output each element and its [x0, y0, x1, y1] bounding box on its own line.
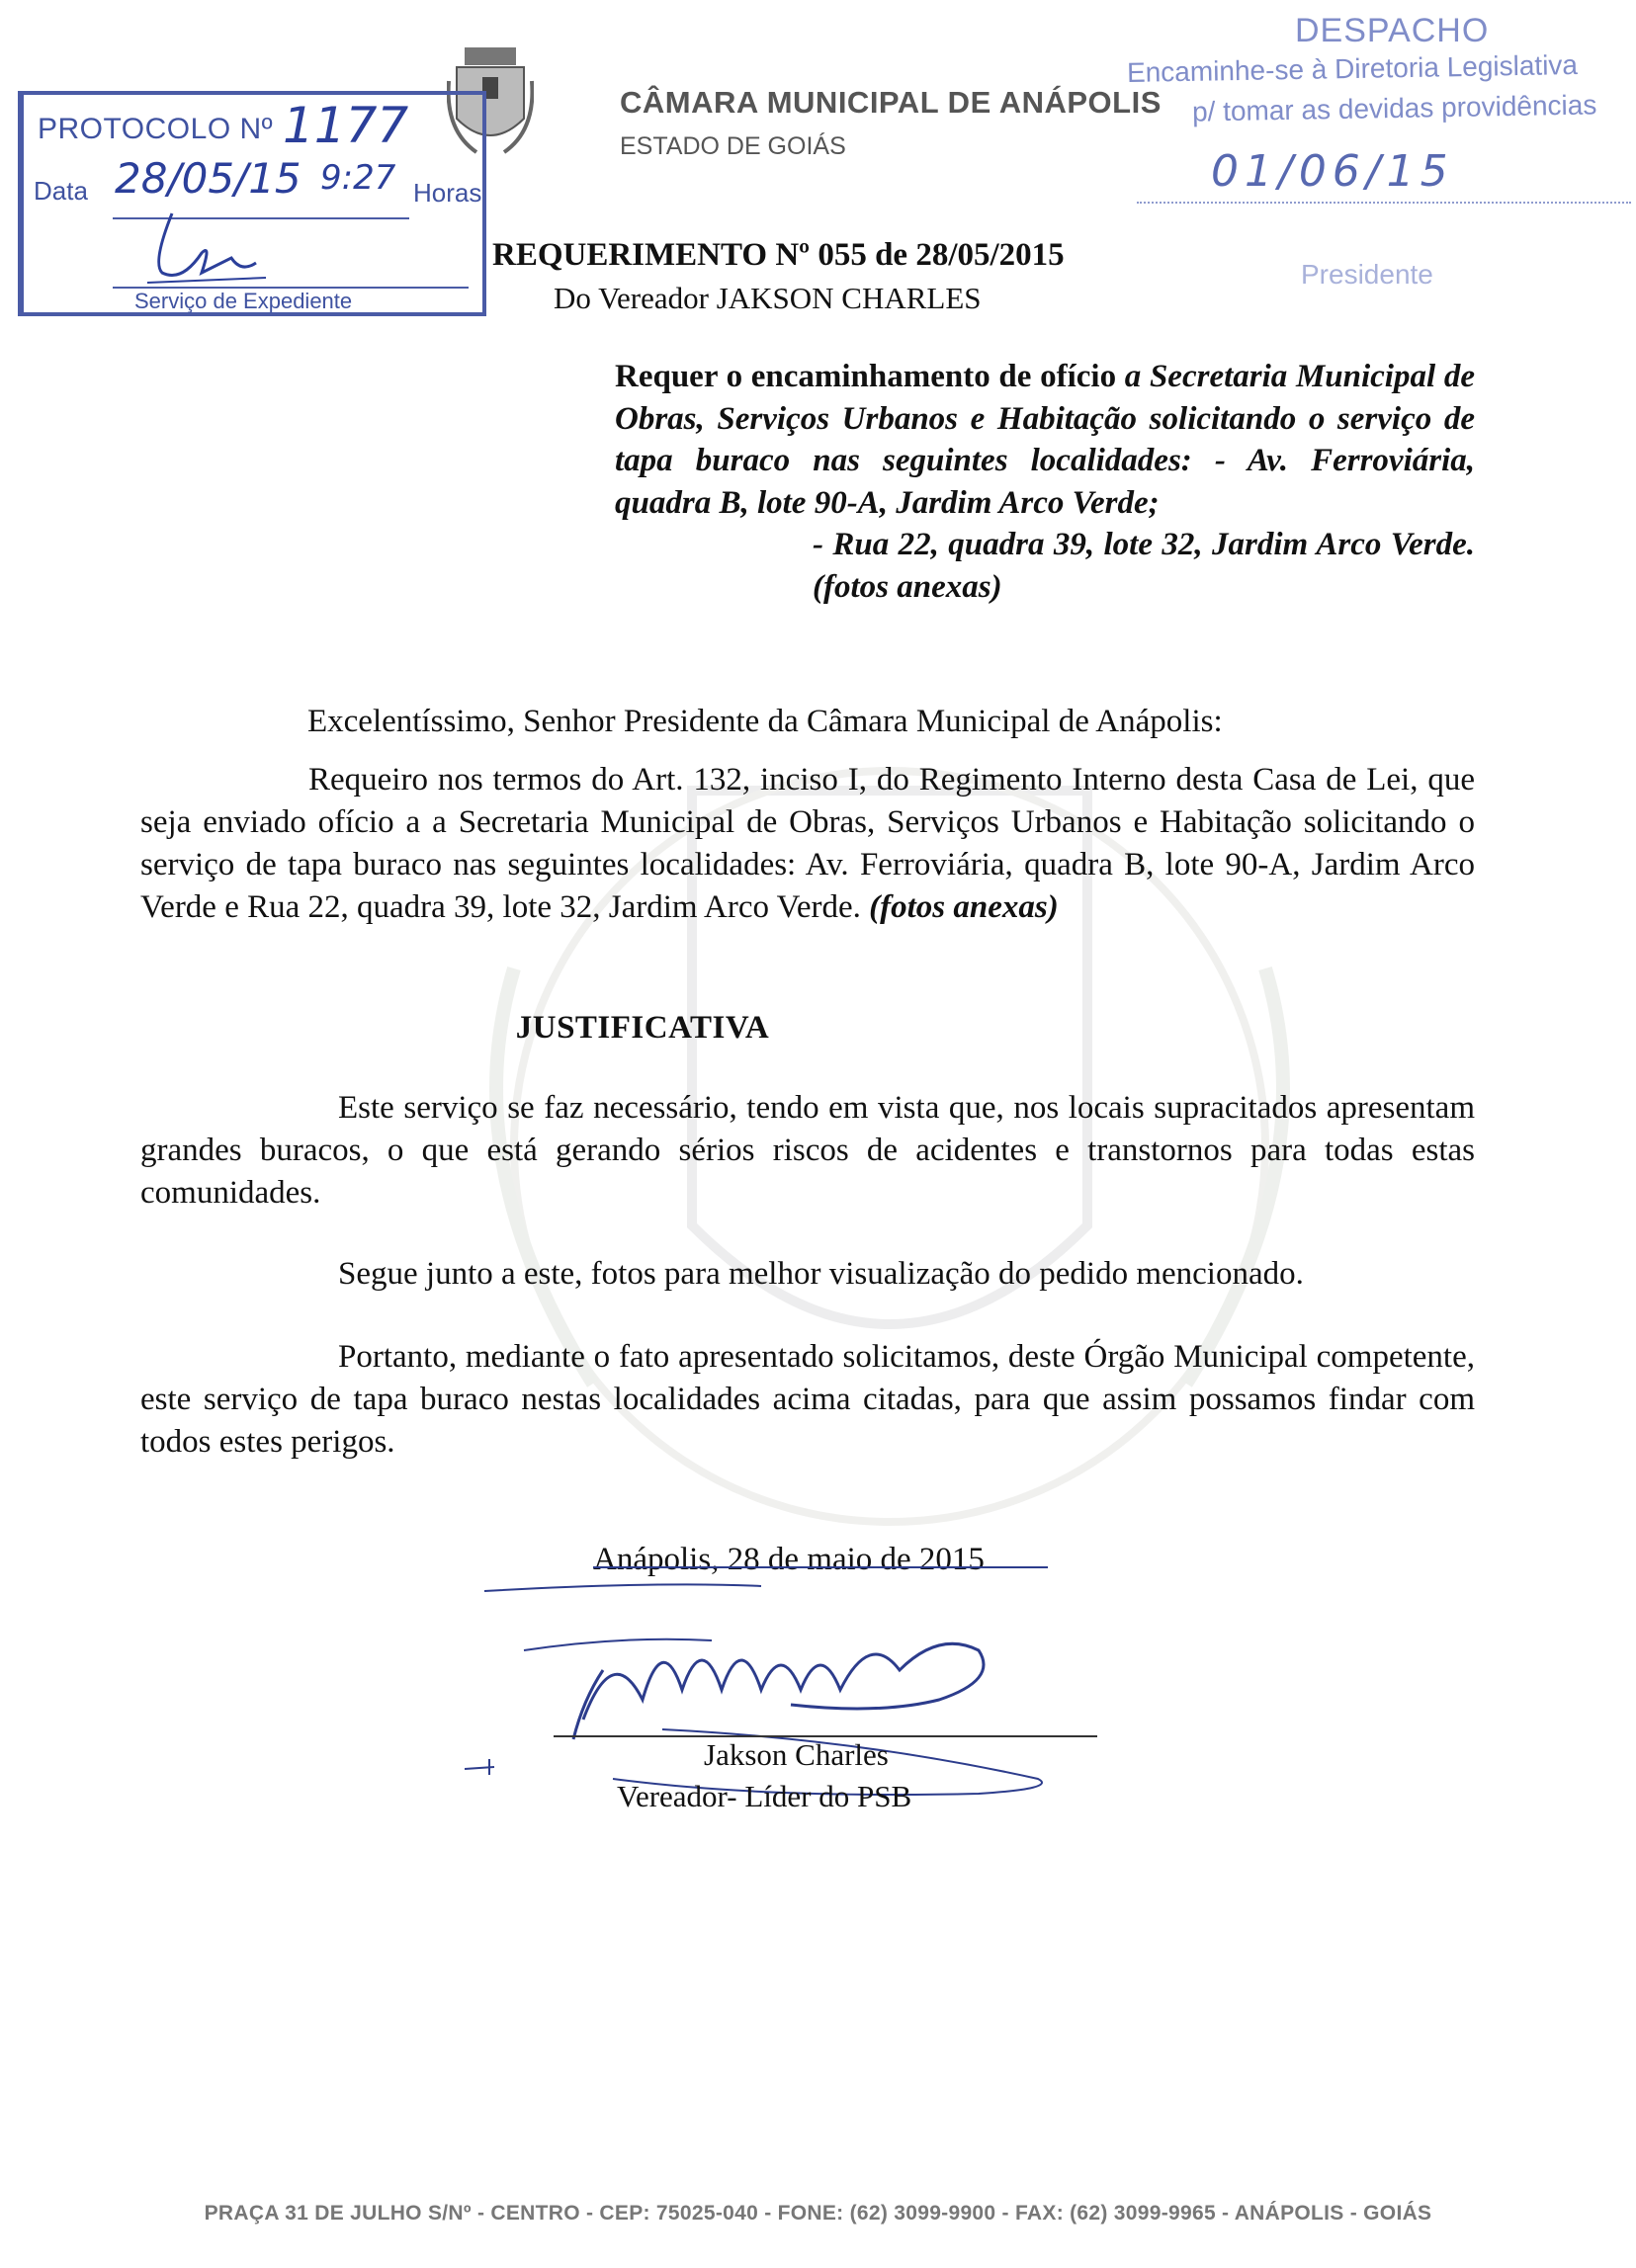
despacho-signature-line: [1137, 202, 1631, 204]
summary-plain: Requer o encaminhamento de ofício: [615, 359, 1125, 394]
signer-role: Vereador- Líder do PSB: [617, 1779, 912, 1813]
despacho-date: 01/06/15: [1211, 146, 1454, 197]
protocol-label: PROTOCOLO Nº: [38, 113, 274, 145]
despacho-line2: p/ tomar as devidas providências: [1191, 89, 1597, 127]
protocol-stamp: [18, 91, 486, 316]
document-heading: REQUERIMENTO Nº 055 de 28/05/2015: [492, 237, 1065, 273]
protocol-signature-label: Serviço de Expediente: [134, 289, 353, 313]
summary-line2: - Rua 22, quadra 39, lote 32, Jardim Arco Verde. (fotos anexas): [813, 527, 1475, 605]
despacho-line1: Encaminhe-se à Diretoria Legislativa: [1126, 49, 1579, 88]
protocol-signature: [142, 204, 271, 293]
justification-title: JUSTIFICATIVA: [515, 1010, 770, 1046]
despacho-signature-label: Presidente: [1301, 259, 1433, 290]
protocol-hours-label: Horas: [413, 178, 482, 208]
paragraph-request-text: Requeiro nos termos do Art. 132, inciso I, do Regimento Interno desta Casa de Lei, que seja enviado ofício a a Secretaria Municipal de Obras, Serviços Urbanos e Habitação solicitando o serviço de tapa buraco nas seguintes localidades: Av. Ferroviária, quadra B, lote 90-A, Jardim Arco Verde e Rua 22, quadra 39, lote 32, Jardim Arco Verde.: [140, 762, 1475, 925]
signer-name: Jakson Charles: [704, 1737, 889, 1772]
despacho-title: DESPACHO: [1295, 12, 1490, 49]
paragraph-request-tail: (fotos anexas): [869, 889, 1059, 925]
paragraph-photos: Segue junto a este, fotos para melhor visualização do pedido mencionado.: [338, 1256, 1304, 1292]
salutation: Excelentíssimo, Senhor Presidente da Câmara Municipal de Anápolis:: [307, 704, 1223, 739]
footer-address: PRAÇA 31 DE JULHO S/Nº - CENTRO - CEP: 75025-040 - FONE: (62) 3099-9900 - FAX: (62) 3099-9965 - ANÁPOLIS - GOIÁS: [204, 2202, 1432, 2225]
protocol-date-value: 28/05/15: [115, 154, 301, 203]
paragraph-conclusion: Portanto, mediante o fato apresentado solicitamos, deste Órgão Municipal competente, este serviço de tapa buraco nestas localidades acima citadas, para que assim possamos findar com todos estes perigos.: [140, 1339, 1475, 1460]
paragraph-justification: Este serviço se faz necessário, tendo em vista que, nos locais supracitados apresentam grandes buracos, o que está gerando sérios riscos de acidentes e transtornos para todas estas comunidades.: [140, 1090, 1475, 1211]
protocol-time-value: 9:27: [320, 158, 396, 198]
header-title: CÂMARA MUNICIPAL DE ANÁPOLIS: [620, 85, 1162, 120]
despacho-stamp: [1097, 8, 1636, 294]
document-summary: [615, 356, 1475, 608]
header-subtitle: ESTADO DE GOIÁS: [620, 132, 846, 160]
document-author: Do Vereador JAKSON CHARLES: [554, 281, 982, 315]
summary-italic: a Secretaria Municipal de Obras, Serviços Urbanos e Habitação solicitando o serviço de tapa buraco nas seguintes localidades: - Av. Ferroviária, quadra B, lote 90-A, Jardim Arco Verde;: [615, 359, 1475, 521]
protocol-date-label: Data: [34, 176, 88, 206]
place-date: Anápolis, 28 de maio de 2015: [593, 1542, 985, 1577]
paragraph-request: [140, 759, 1475, 929]
protocol-number: 1177: [283, 97, 409, 154]
